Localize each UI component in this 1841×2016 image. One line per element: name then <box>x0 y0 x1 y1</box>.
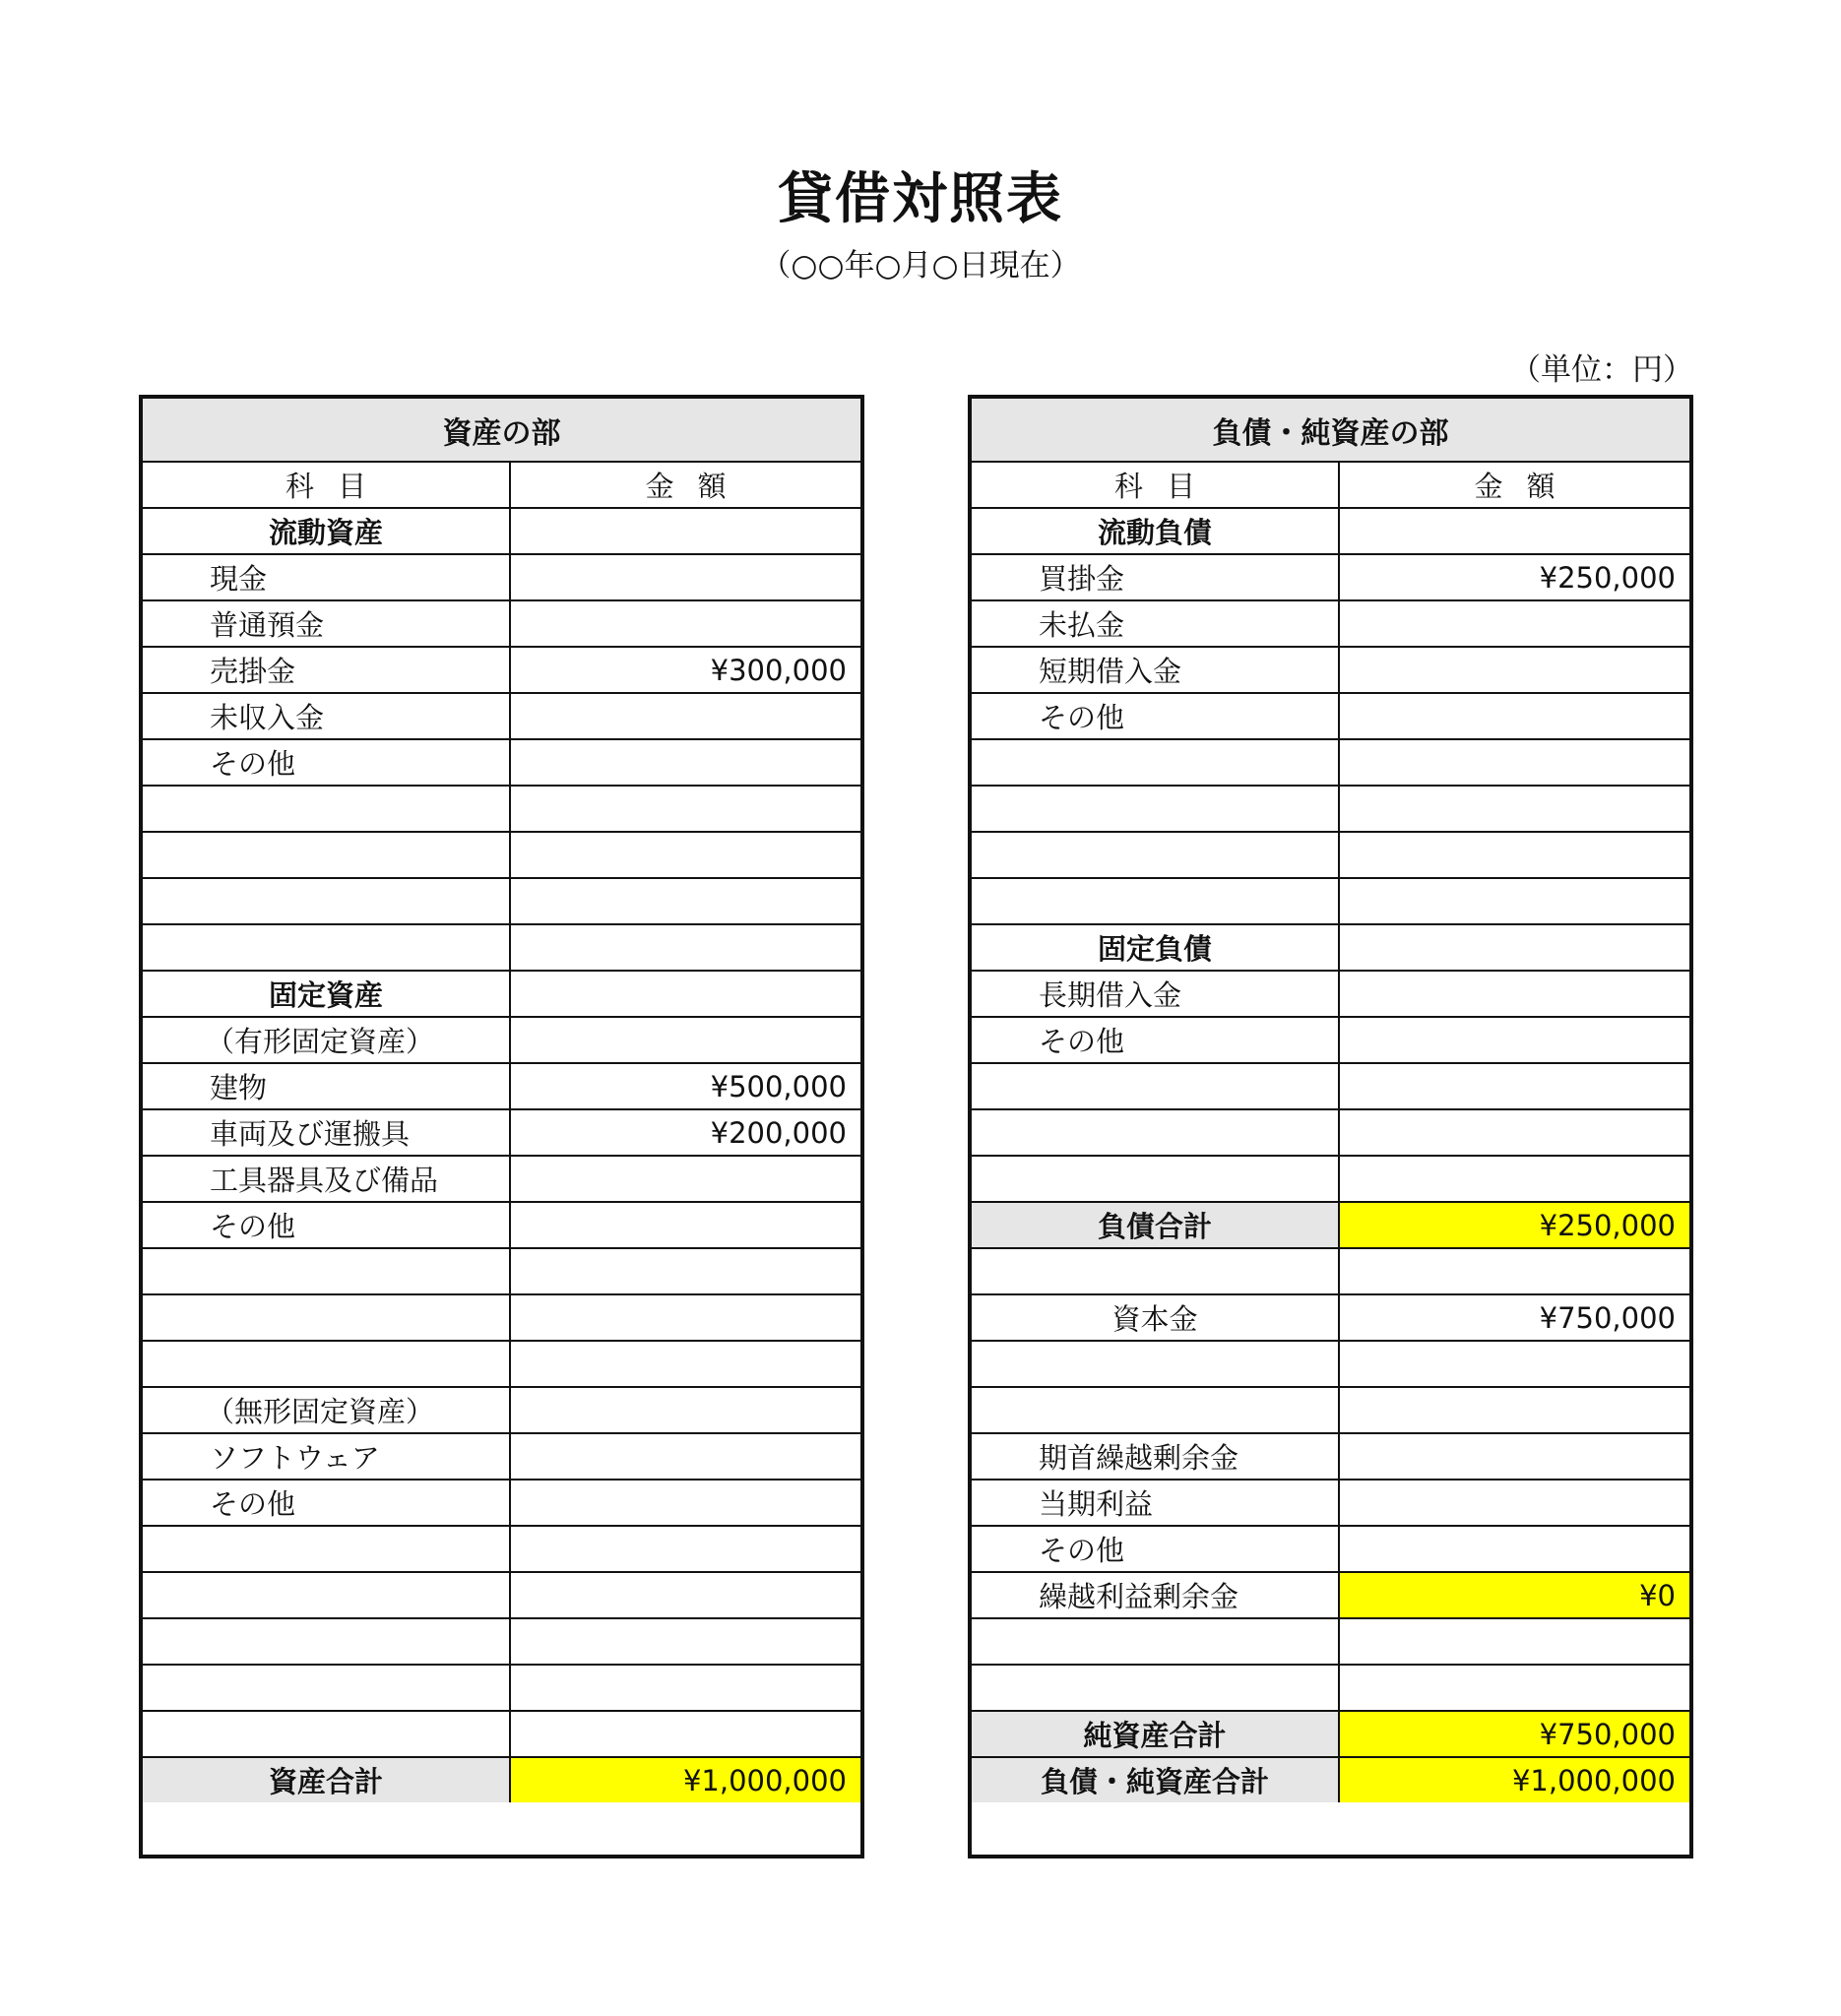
row-label: 資本金 <box>972 1294 1339 1341</box>
row-amount <box>1339 647 1689 693</box>
table-row <box>143 971 860 1017</box>
row-label: 建物 <box>143 1063 510 1109</box>
assets-column-header-row <box>143 462 860 508</box>
row-amount: ¥1,000,000 <box>1339 1757 1689 1802</box>
row-label <box>143 1248 510 1294</box>
row-amount <box>510 1294 860 1341</box>
row-amount <box>1339 1480 1689 1526</box>
row-amount <box>1339 1433 1689 1480</box>
row-label <box>143 924 510 971</box>
row-label <box>972 1618 1339 1665</box>
row-label: 未払金 <box>972 600 1339 647</box>
row-amount <box>510 1711 860 1757</box>
row-amount: ¥0 <box>1339 1572 1689 1618</box>
table-row <box>143 1618 860 1665</box>
row-amount <box>1339 1341 1689 1387</box>
table-row <box>143 1063 860 1109</box>
table-row <box>143 1757 860 1802</box>
table-row <box>972 924 1689 971</box>
row-label: 普通預金 <box>143 600 510 647</box>
row-label: 車両及び運搬具 <box>143 1109 510 1156</box>
table-row <box>143 554 860 600</box>
table-row <box>143 878 860 924</box>
table-row <box>972 878 1689 924</box>
row-amount <box>510 971 860 1017</box>
row-amount <box>510 1202 860 1248</box>
unit-label: （単位：円） <box>1510 352 1693 388</box>
row-amount <box>510 832 860 878</box>
table-row <box>143 1017 860 1063</box>
row-amount <box>1339 1156 1689 1202</box>
table-row <box>143 600 860 647</box>
row-label: その他 <box>972 1526 1339 1572</box>
row-amount <box>1339 971 1689 1017</box>
row-amount <box>510 1572 860 1618</box>
row-amount <box>510 508 860 554</box>
row-amount <box>510 786 860 832</box>
row-label <box>972 878 1339 924</box>
liabilities-col-amount: 金額 <box>1339 462 1689 508</box>
assets-heading-row <box>143 399 860 462</box>
table-row <box>972 1341 1689 1387</box>
row-amount <box>1339 1063 1689 1109</box>
row-label: 繰越利益剰余金 <box>972 1572 1339 1618</box>
table-row <box>143 1572 860 1618</box>
row-label <box>972 832 1339 878</box>
table-row <box>972 1757 1689 1802</box>
table-row <box>143 924 860 971</box>
table-row <box>972 1387 1689 1433</box>
row-amount <box>510 878 860 924</box>
row-amount <box>510 1341 860 1387</box>
row-label <box>143 1294 510 1341</box>
row-label <box>972 1248 1339 1294</box>
row-amount: ¥1,000,000 <box>510 1757 860 1802</box>
row-amount <box>1339 1665 1689 1711</box>
row-label: 未収入金 <box>143 693 510 739</box>
row-label <box>143 786 510 832</box>
row-amount <box>1339 924 1689 971</box>
row-amount <box>510 1526 860 1572</box>
row-label <box>143 832 510 878</box>
table-row <box>972 1711 1689 1757</box>
row-label: 当期利益 <box>972 1480 1339 1526</box>
table-row <box>972 693 1689 739</box>
table-row <box>143 1248 860 1294</box>
row-amount <box>510 554 860 600</box>
row-label: 流動資産 <box>143 508 510 554</box>
table-row <box>143 832 860 878</box>
table-row <box>972 1526 1689 1572</box>
table-row <box>143 1480 860 1526</box>
row-label <box>972 786 1339 832</box>
row-amount <box>1339 693 1689 739</box>
row-amount <box>510 739 860 786</box>
table-row <box>972 739 1689 786</box>
row-label: 現金 <box>143 554 510 600</box>
row-amount: ¥250,000 <box>1339 1202 1689 1248</box>
row-amount <box>1339 832 1689 878</box>
liabilities-column-header-row <box>972 462 1689 508</box>
table-row <box>972 1480 1689 1526</box>
liabilities-equity-table <box>968 395 1693 1858</box>
table-row <box>972 1017 1689 1063</box>
table-row <box>143 508 860 554</box>
row-label <box>143 1572 510 1618</box>
row-label: 買掛金 <box>972 554 1339 600</box>
row-label: その他 <box>143 1202 510 1248</box>
table-row <box>972 1248 1689 1294</box>
row-amount <box>510 1387 860 1433</box>
row-amount: ¥250,000 <box>1339 554 1689 600</box>
row-label: 流動負債 <box>972 508 1339 554</box>
row-label: 固定資産 <box>143 971 510 1017</box>
row-amount <box>510 1665 860 1711</box>
assets-col-item: 科目 <box>143 462 510 508</box>
table-row <box>143 693 860 739</box>
row-label: 期首繰越剰余金 <box>972 1433 1339 1480</box>
assets-table <box>139 395 864 1858</box>
row-amount <box>510 924 860 971</box>
table-row <box>972 786 1689 832</box>
table-row <box>972 1156 1689 1202</box>
table-row <box>972 832 1689 878</box>
row-label <box>143 1618 510 1665</box>
row-label <box>972 1387 1339 1433</box>
assets-col-amount: 金額 <box>510 462 860 508</box>
table-row <box>143 1341 860 1387</box>
row-label: （無形固定資産） <box>143 1387 510 1433</box>
row-label: 長期借入金 <box>972 971 1339 1017</box>
table-row <box>972 1109 1689 1156</box>
table-row <box>143 739 860 786</box>
row-amount: ¥300,000 <box>510 647 860 693</box>
row-amount <box>1339 600 1689 647</box>
row-amount: ¥750,000 <box>1339 1294 1689 1341</box>
row-label: その他 <box>143 1480 510 1526</box>
table-row <box>143 1433 860 1480</box>
page-title: 貸借対照表 <box>778 167 1063 231</box>
row-label <box>143 1341 510 1387</box>
table-row <box>143 1156 860 1202</box>
as-of-date: （○○年○月○日現在） <box>760 248 1081 284</box>
row-amount <box>510 600 860 647</box>
row-amount <box>1339 1109 1689 1156</box>
row-amount <box>510 1618 860 1665</box>
row-label: 資産合計 <box>143 1757 510 1802</box>
row-amount <box>510 1017 860 1063</box>
row-label: ソフトウェア <box>143 1433 510 1480</box>
table-row <box>143 1202 860 1248</box>
table-row <box>972 971 1689 1017</box>
table-row <box>972 600 1689 647</box>
assets-heading: 資産の部 <box>143 399 860 462</box>
table-row <box>972 1294 1689 1341</box>
row-amount <box>1339 1248 1689 1294</box>
table-row <box>972 647 1689 693</box>
row-amount: ¥750,000 <box>1339 1711 1689 1757</box>
row-label: 売掛金 <box>143 647 510 693</box>
table-row <box>972 1202 1689 1248</box>
row-label <box>972 1665 1339 1711</box>
row-label: 工具器具及び備品 <box>143 1156 510 1202</box>
liabilities-col-item: 科目 <box>972 462 1339 508</box>
row-label: 短期借入金 <box>972 647 1339 693</box>
row-label: その他 <box>972 1017 1339 1063</box>
table-row <box>972 1433 1689 1480</box>
row-amount <box>1339 1526 1689 1572</box>
table-row <box>143 1665 860 1711</box>
row-label <box>972 1063 1339 1109</box>
liabilities-heading: 負債・純資産の部 <box>972 399 1689 462</box>
table-row <box>143 1109 860 1156</box>
row-label <box>972 739 1339 786</box>
row-amount <box>1339 878 1689 924</box>
table-row <box>972 1665 1689 1711</box>
row-label <box>143 878 510 924</box>
row-label <box>972 1341 1339 1387</box>
table-row <box>972 1063 1689 1109</box>
row-label: その他 <box>972 693 1339 739</box>
row-amount <box>1339 508 1689 554</box>
table-row <box>972 508 1689 554</box>
row-label: その他 <box>143 739 510 786</box>
row-label <box>143 1711 510 1757</box>
row-label <box>972 1109 1339 1156</box>
row-amount <box>510 1480 860 1526</box>
row-label <box>972 1156 1339 1202</box>
table-row <box>143 786 860 832</box>
table-row <box>143 1526 860 1572</box>
table-row <box>972 554 1689 600</box>
table-row <box>972 1572 1689 1618</box>
row-amount <box>1339 1017 1689 1063</box>
row-label: 純資産合計 <box>972 1711 1339 1757</box>
row-amount: ¥500,000 <box>510 1063 860 1109</box>
row-amount <box>1339 1387 1689 1433</box>
row-label <box>143 1665 510 1711</box>
row-amount: ¥200,000 <box>510 1109 860 1156</box>
row-label <box>143 1526 510 1572</box>
row-label: 負債・純資産合計 <box>972 1757 1339 1802</box>
row-label: （有形固定資産） <box>143 1017 510 1063</box>
table-row <box>143 1711 860 1757</box>
row-label: 負債合計 <box>972 1202 1339 1248</box>
table-row <box>143 1387 860 1433</box>
row-label: 固定負債 <box>972 924 1339 971</box>
row-amount <box>1339 1618 1689 1665</box>
row-amount <box>510 693 860 739</box>
row-amount <box>510 1433 860 1480</box>
table-row <box>143 1294 860 1341</box>
table-row <box>972 1618 1689 1665</box>
row-amount <box>1339 739 1689 786</box>
row-amount <box>510 1248 860 1294</box>
table-row <box>143 647 860 693</box>
liabilities-heading-row <box>972 399 1689 462</box>
row-amount <box>1339 786 1689 832</box>
row-amount <box>510 1156 860 1202</box>
